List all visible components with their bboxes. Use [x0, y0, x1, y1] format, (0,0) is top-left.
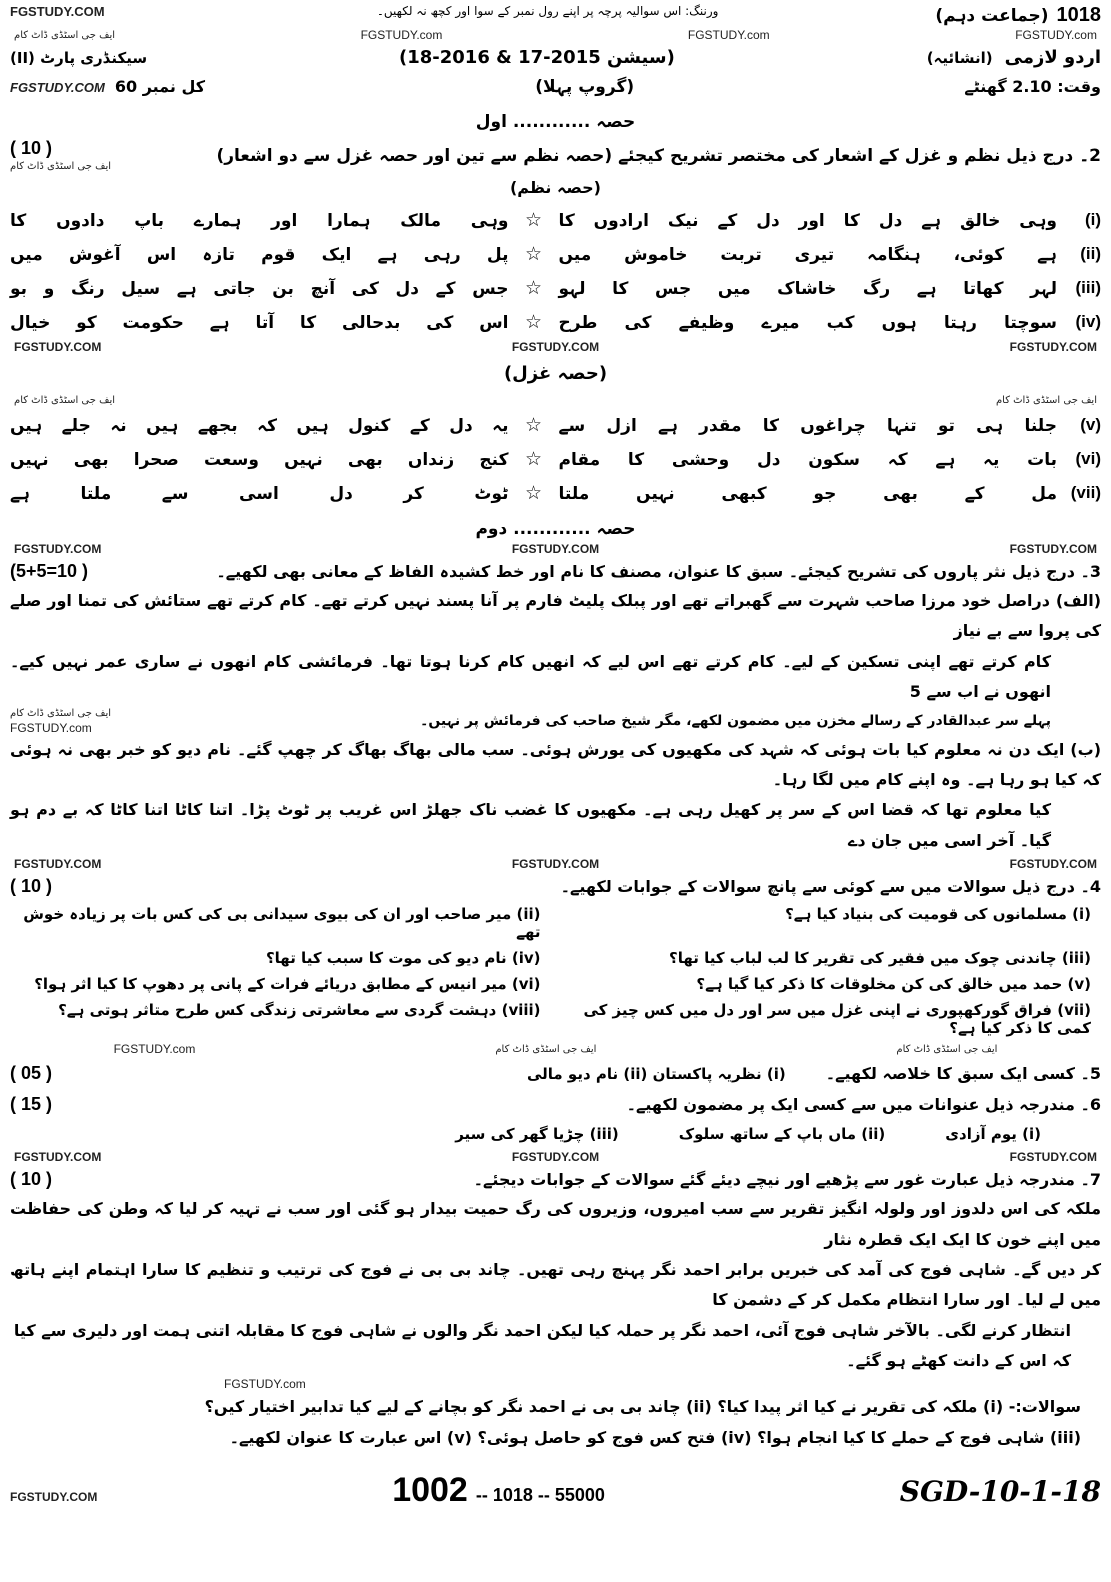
couplet-number: (iv) — [1075, 312, 1101, 331]
q6-text: 6۔ مندرجہ ذیل عنوانات میں سے کسی ایک پر مضمون لکھیے۔ — [626, 1095, 1101, 1115]
q4-question: (v) حمد میں خالق کی کن مخلوقات کا ذکر کیا گیا ہے؟ — [696, 975, 1091, 994]
q7-questions: سوالات:- (i) ملکہ کی تقریر نے کیا اثر پیدا کیا؟ (ii) چاند بی بی نے احمد نگر کو بچانے کے لیے کیا تدابیر اختیار کیں؟ — [204, 1397, 1081, 1417]
q7-passage-line: کر دیں گے۔ شاہی فوج کی آمد کی خبریں برابر احمد نگر پہنچ رہی تھیں۔ چاند بی بی نے فوج کی ترتیب و تنظیم کا سارا اہتمام اپنے ہاتھ میں لے لیا۔ اور سارا انتظام مکمل کر کے دشمن کا — [10, 1259, 1101, 1310]
q7-passage-line: ملکہ کی اس دلدوز اور ولولہ انگیز تقریر سے سب امیروں، وزیروں کی رگ حمیت بیدار ہو گئی اور سب نے تہیہ کر لیا کہ وطن کی حفاظت میں اپنے خون کا ایک ایک قطرہ نثار — [10, 1199, 1101, 1249]
couplet-first-line: وہی خالق ہے دل کا اور دل کے نیک ارادوں کا — [558, 210, 1057, 231]
couplet-number: (v) — [1080, 415, 1101, 434]
couplet-row — [10, 408, 1101, 442]
footer-code: 1002 — [392, 1471, 468, 1510]
couplet-row — [10, 237, 1101, 271]
couplet-second-line: اس کی بدحالی کا آتا ہے حکومت کو خیال — [10, 312, 509, 333]
couplet-second-line: یہ دل کے کنول ہیں کہ بجھے ہیں نہ جلے ہیں — [10, 415, 509, 436]
q4-text: 4۔ درج ذیل سوالات میں سے کوئی سے پانچ سوالات کے جوابات لکھیے۔ — [560, 877, 1101, 897]
couplet-first-line: سوچتا رہتا ہوں کب میرے وظیفے کی طرح — [558, 312, 1057, 333]
star-icon: ☆ — [524, 311, 543, 333]
subject-title: اردو لازمی — [1004, 47, 1101, 68]
class-label: (جماعت دہم) — [935, 6, 1049, 26]
couplet-second-line: ٹوٹ کر دل اسی سے ملتا ہے — [10, 483, 509, 504]
q2-text: 2۔ درج ذیل نظم و غزل کے اشعار کی مختصر تشریح کیجئے (حصہ نظم سے تین اور حصہ غزل سے دو اشعار) — [216, 145, 1101, 166]
watermark: FGSTUDY.com — [224, 1377, 306, 1392]
watermark-urdu: ایف جی اسٹڈی ڈاٹ کام — [10, 161, 112, 172]
watermark: FGSTUDY.COM — [1009, 340, 1097, 354]
star-icon: ☆ — [524, 277, 543, 299]
q5-marks: ( 05 ) — [10, 1063, 53, 1084]
q3-text: 3۔ درج ذیل نثر پاروں کی تشریح کیجئے۔ سبق کا عنوان، مصنف کا نام اور خط کشیدہ الفاظ کے معانی بھی لکھیے۔ — [216, 562, 1101, 581]
footer-code-rest: -- 1018 -- 55000 — [475, 1485, 605, 1506]
q3-marks: (5+5=10 ) — [10, 561, 89, 581]
couplet-row — [10, 203, 1101, 237]
q5-options: (i) نظریہ پاکستان (ii) نام دیو مالی — [526, 1065, 786, 1084]
watermark-urdu: ایف جی اسٹڈی ڈاٹ کام — [896, 1043, 998, 1055]
watermark: FGSTUDY.COM — [1009, 542, 1097, 556]
couplet-first-line: بات یہ ہے کہ سکون دل وحشی کا مقام — [558, 449, 1057, 470]
section-title-1: حصہ ............ اول — [475, 112, 636, 132]
q7-marks: ( 10 ) — [10, 1169, 53, 1190]
watermark: FGSTUDY.COM — [511, 857, 600, 872]
q2-marks: ( 10 ) — [10, 138, 53, 158]
couplet-second-line: جس کے دل کی آنچ بن جاتی ہے سیل رنگ و بو — [10, 278, 509, 299]
couplet-number: (vii) — [1070, 483, 1101, 502]
watermark-urdu: ایف جی اسٹڈی ڈاٹ کام — [14, 394, 116, 406]
watermark-urdu: ایف جی اسٹڈی ڈاٹ کام — [10, 707, 112, 719]
couplet-row — [10, 271, 1101, 305]
watermark-urdu: ایف جی اسٹڈی ڈاٹ کام — [14, 29, 116, 41]
couplet-row — [10, 305, 1101, 339]
couplet-row — [10, 442, 1101, 476]
q7-questions: (iii) شاہی فوج کے حملے کا کیا انجام ہوا؟ (iv) فتح کس فوج کو حاصل ہوئی؟ (v) اس عبارت کا عنوان لکھیے۔ — [229, 1427, 1081, 1447]
couplet-number: (iii) — [1075, 278, 1101, 297]
q5-text: 5۔ کسی ایک سبق کا خلاصہ لکھیے۔ — [825, 1064, 1101, 1084]
watermark: FGSTUDY.COM — [14, 1150, 102, 1165]
warning-text: ورننگ: اس سوالیہ پرچہ پر اپنے رول نمبر کے سوا اور کچھ نہ لکھیں۔ — [376, 4, 719, 18]
star-icon: ☆ — [524, 448, 543, 470]
q3-bay-line: (ب) ایک دن نہ معلوم کیا بات ہوئی کہ شہد کی مکھیوں کی یورش ہوئی۔ سب مالی بھاگ بھاگ کر چھپ گئے۔ نام دیو کو خبر بھی نہ ہوئی کہ کیا ہو رہا ہے۔ وہ اپنے کام میں لگا رہا۔ — [10, 739, 1101, 789]
part-label: سیکنڈری پارٹ (II) — [10, 48, 148, 67]
group-label: (گروپ پہلا) — [535, 77, 635, 97]
paper-type: (انشائیہ) — [926, 49, 993, 67]
watermark: FGSTUDY.COM — [511, 340, 600, 354]
watermark-urdu: ایف جی اسٹڈی ڈاٹ کام — [495, 1043, 597, 1055]
watermark: FGSTUDY.COM — [10, 1490, 98, 1505]
q4-question: (ii) میر صاحب اور ان کی بیوی سیدانی بی کی کس بات پر زیادہ خوش تھے — [23, 905, 541, 942]
q3-bay-line: کیا معلوم تھا کہ قضا اس کے سر پر کھیل رہی ہے۔ مکھیوں کا غضب ناک جھلڑ اس غریب پر ٹوٹ پڑا۔ اتنا کاٹا اتنا کاٹا کہ بے دم ہو گیا۔ آخر اسی میں جان دے — [10, 800, 1051, 850]
q4-question: (vii) فراق گورکھپوری نے اپنی غزل میں سر اور دل میں کس چیز کی کمی کا ذکر کیا ہے؟ — [583, 1001, 1091, 1038]
watermark: FGSTUDY.com — [113, 1042, 196, 1057]
paper-code: 1018 — [1056, 4, 1101, 26]
watermark: FGSTUDY.COM — [1009, 857, 1097, 872]
watermark: FGSTUDY.com — [10, 720, 92, 735]
couplet-first-line: مل کے بھی جو کبھی نہیں ملتا — [558, 483, 1057, 504]
couplet-first-line: جلنا ہی تو تنہا چراغوں کا مقدر ہے ازل سے — [558, 415, 1057, 436]
handwritten-code: SGD-10-1-18 — [899, 1475, 1101, 1509]
couplet-row — [10, 476, 1101, 510]
q4-question: (iii) چاندنی چوک میں فقیر کی تقریر کا لب لباب کیا تھا؟ — [669, 949, 1091, 968]
watermark: FGSTUDY.COM — [10, 80, 105, 95]
watermark: FGSTUDY.COM — [14, 542, 102, 556]
couplet-number: (vi) — [1075, 449, 1101, 468]
q4-question: (iv) نام دیو کی موت کا سبب کیا تھا؟ — [265, 949, 541, 968]
q4-question: (viii) دہشت گردی سے معاشرتی زندگی کس طرح متاثر ہوتی ہے؟ — [58, 1001, 541, 1020]
q7-passage-line: انتظار کرنے لگی۔ بالآخر شاہی فوج آئی، احمد نگر پر حملہ کیا لیکن احمد نگر والوں نے شاہی فوج کا مقابلہ اتنی ہمت اور دلیری سے کیا کہ اس کے دانت کھٹے ہو گئے۔ — [13, 1320, 1071, 1371]
q3-alif-line: (الف) دراصل خود مرزا صاحب شہرت سے گھبراتے تھے اور پبلک پلیٹ فارم پر آنا پسند نہیں کرتے تھے۔ کام کرتے تھے ستائش کی تمنا اور صلے کی پروا سے بے نیاز — [10, 591, 1102, 641]
nazm-heading: (حصہ نظم) — [509, 178, 601, 197]
couplet-first-line: ہے کوئی، ہنگامہ تیری تربت خاموش میں — [558, 244, 1057, 265]
q4-question: (vi) میر انیس کے مطابق دریائے فرات کے پانی پر دھوپ کا کیا اثر ہوا؟ — [34, 975, 541, 994]
watermark: FGSTUDY.com — [360, 28, 443, 42]
q6-option: (i) یوم آزادی — [945, 1125, 1041, 1144]
star-icon: ☆ — [524, 243, 543, 265]
star-icon: ☆ — [524, 209, 543, 231]
couplet-second-line: وہی مالک ہمارا اور ہمارے باپ دادوں کا — [10, 210, 509, 231]
section-title-2: حصہ ............ دوم — [475, 519, 636, 539]
watermark: FGSTUDY.COM — [511, 542, 600, 556]
watermark: FGSTUDY.COM — [14, 857, 102, 872]
q4-question: (i) مسلمانوں کی قومیت کی بنیاد کیا ہے؟ — [785, 905, 1091, 924]
couplet-number: (ii) — [1080, 244, 1101, 263]
q3-alif-line: کام کرتے تھے اپنی تسکین کے لیے۔ کام کرتے تھے اس لیے کہ انھیں کام کرنا ہوتا تھا۔ فرمائشی کام انھوں نے ساری عمر نہیں کیے۔ انھوں نے اب سے 5 — [10, 651, 1051, 702]
session-label: (سیشن 2015-17 & 2016-18) — [398, 47, 675, 68]
star-icon: ☆ — [524, 482, 543, 504]
q6-option: (ii) ماں باپ کے ساتھ سلوک — [678, 1125, 886, 1144]
q4-marks: ( 10 ) — [10, 876, 53, 897]
q6-option: (iii) چڑیا گھر کی سیر — [455, 1125, 619, 1144]
watermark: FGSTUDY.com — [1015, 28, 1097, 42]
watermark-urdu: ایف جی اسٹڈی ڈاٹ کام — [995, 394, 1097, 406]
q7-text: 7۔ مندرجہ ذیل عبارت غور سے پڑھیے اور نیچے دیئے گئے سوالات کے جوابات دیجئے۔ — [473, 1170, 1101, 1190]
couplet-first-line: لہر کھاتا ہے رگ خاشاک میں جس کا لہو — [558, 278, 1057, 299]
q6-marks: ( 15 ) — [10, 1094, 53, 1115]
watermark: FGSTUDY.COM — [1009, 1150, 1097, 1165]
couplet-second-line: کنج زنداں بھی نہیں وسعت صحرا بھی نہیں — [10, 449, 509, 470]
time-label: وقت: 2.10 گھنٹے — [964, 77, 1101, 96]
watermark: FGSTUDY.COM — [10, 4, 105, 19]
watermark: FGSTUDY.com — [687, 28, 770, 42]
watermark: FGSTUDY.COM — [14, 340, 102, 354]
star-icon: ☆ — [524, 414, 543, 436]
watermark: FGSTUDY.COM — [511, 1150, 600, 1165]
couplet-number: (i) — [1084, 210, 1101, 229]
ghazal-heading: (حصہ غزل) — [503, 363, 608, 384]
couplet-second-line: پل رہی ہے ایک قوم تازہ اس آغوش میں — [10, 244, 509, 265]
total-marks: کل نمبر 60 — [114, 77, 206, 96]
q3-alif-line: پہلے سر عبدالقادر کے رسالے مخزن میں مضمون لکھے، مگر شیخ صاحب کی فرمائش پر نہیں۔ — [420, 712, 1051, 729]
